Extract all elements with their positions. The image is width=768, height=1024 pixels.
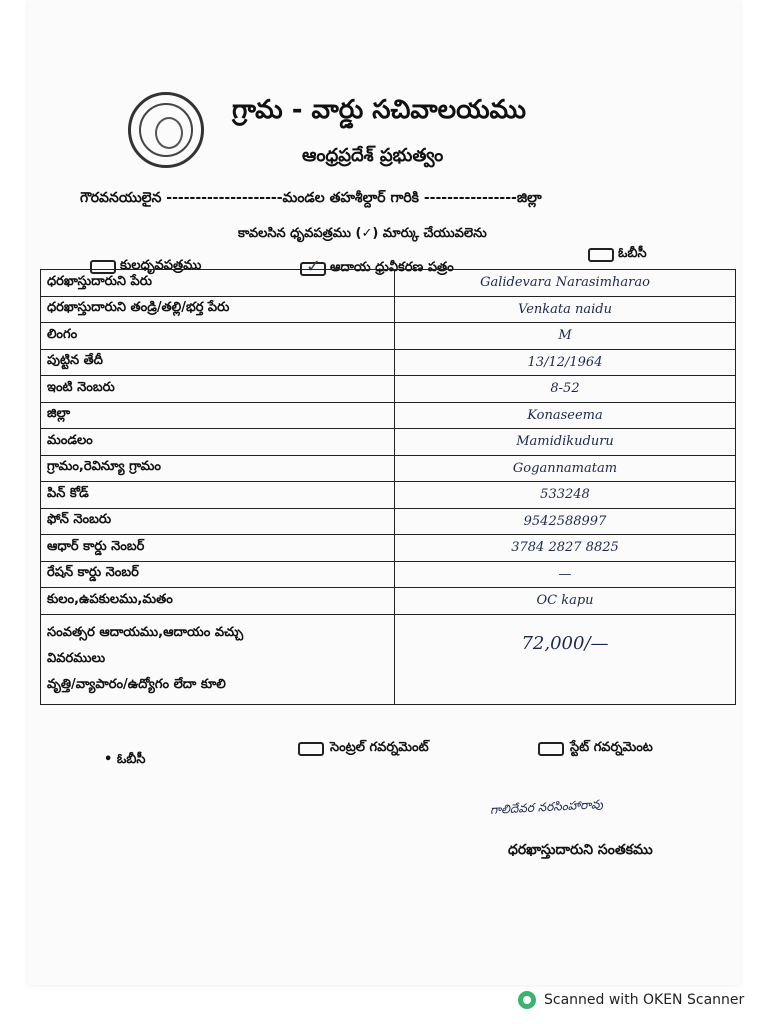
field-label: రేషన్ కార్డు నెంబర్ — [41, 561, 395, 588]
income-value[interactable]: 72,000/— — [395, 614, 736, 704]
table-row — [41, 296, 736, 323]
field-value[interactable]: Konaseema — [395, 402, 736, 429]
income-row — [41, 614, 736, 704]
field-value[interactable]: M — [395, 323, 736, 350]
field-value[interactable]: 533248 — [395, 482, 736, 509]
income-label-line3: వృత్తి/వ్యాపారం/ఉద్యోగం లేదా కూలి — [47, 677, 226, 692]
field-value[interactable]: 8-52 — [395, 376, 736, 403]
page-title: గ్రామ - వార్డు సచివాలయము — [232, 95, 527, 125]
income-label — [41, 614, 395, 704]
field-label: కులం,ఉపకులము,మతం — [41, 588, 395, 615]
field-label: ఫోన్ నెంబరు — [41, 508, 395, 535]
field-value[interactable]: Venkata naidu — [395, 296, 736, 323]
field-value[interactable]: — — [395, 561, 736, 588]
table-row — [41, 535, 736, 562]
checkbox-icon[interactable] — [298, 742, 324, 756]
field-value[interactable]: OC kapu — [395, 588, 736, 615]
central-govt-option[interactable] — [298, 740, 429, 758]
table-row — [41, 508, 736, 535]
address-line: గౌరవనయులైన --------------------మండల తహశీల్దార్ గారికి ----------------జిల్లా — [80, 190, 542, 206]
applicant-signature: గాలిదేవర నరసింహారావు — [489, 797, 604, 817]
oken-logo-icon — [518, 991, 536, 1009]
caste-certificate-label: కులధృవపత్రము — [120, 258, 202, 273]
field-value[interactable]: 3784 2827 8825 — [395, 535, 736, 562]
scanner-text: Scanned with OKEN Scanner — [544, 992, 745, 1008]
table-row — [41, 561, 736, 588]
table-row — [41, 588, 736, 615]
field-label: ధరఖాస్తుదారుని పేరు — [41, 270, 395, 297]
check-mark-icon: ✓ — [306, 256, 322, 277]
obc-certificate-option[interactable] — [588, 246, 647, 264]
field-value[interactable]: Mamidikuduru — [395, 429, 736, 456]
instruction-text: కావలసిన ధృవపత్రము (✓) మార్కు చేయువలెను — [238, 226, 487, 241]
table-row — [41, 349, 736, 376]
field-value[interactable]: Gogannamatam — [395, 455, 736, 482]
page-subtitle: ఆంధ్రప్రదేశ్ ప్రభుత్వం — [302, 145, 444, 166]
government-seal-icon — [128, 92, 204, 168]
income-label-line1: సంవత్సర ఆదాయము,ఆదాయం వచ్చు — [47, 625, 244, 640]
obc-certificate-label: ఓబీసీ — [618, 246, 647, 261]
field-label: పిన్ కోడ్ — [41, 482, 395, 509]
income-label-line2: వివరములు — [47, 651, 106, 666]
table-row — [41, 402, 736, 429]
checkbox-icon[interactable] — [588, 248, 614, 262]
field-label: ఆధార్ కార్డు నెంబర్ — [41, 535, 395, 562]
income-certificate-label: ఆదాయ ధ్రువీకరణ పత్రం — [330, 260, 454, 275]
scanner-watermark — [518, 991, 744, 1009]
table-row — [41, 323, 736, 350]
central-govt-label: సెంట్రల్ గవర్నమెంట్ — [330, 740, 429, 755]
table-row — [41, 270, 736, 297]
field-label: లింగం — [41, 323, 395, 350]
checkbox-icon[interactable] — [538, 742, 564, 756]
applicant-details-table — [40, 269, 736, 705]
field-value[interactable]: Galidevara Narasimharao — [395, 270, 736, 297]
state-govt-label: స్టేట్ గవర్నమెంట — [570, 740, 653, 755]
field-label: గ్రామం,రెవిన్యూ గ్రామం — [41, 455, 395, 482]
table-row — [41, 376, 736, 403]
field-label: ఇంటి నెంబరు — [41, 376, 395, 403]
obc-bullet: • ఓబీసీ — [104, 752, 146, 767]
field-value[interactable]: 13/12/1964 — [395, 349, 736, 376]
table-row — [41, 429, 736, 456]
field-label: మండలం — [41, 429, 395, 456]
field-label: పుట్టిన తేదీ — [41, 349, 395, 376]
field-value[interactable]: 9542588997 — [395, 508, 736, 535]
obc-bullet-label: ఓబీసీ — [116, 752, 146, 767]
table-row — [41, 455, 736, 482]
signature-label: ధరఖాస్తుదారుని సంతకము — [508, 842, 653, 858]
state-govt-option[interactable] — [538, 740, 653, 758]
field-label: ధరఖాస్తుదారుని తండ్రి/తల్లి/భర్త పేరు — [41, 296, 395, 323]
table-row — [41, 482, 736, 509]
field-label: జిల్లా — [41, 402, 395, 429]
